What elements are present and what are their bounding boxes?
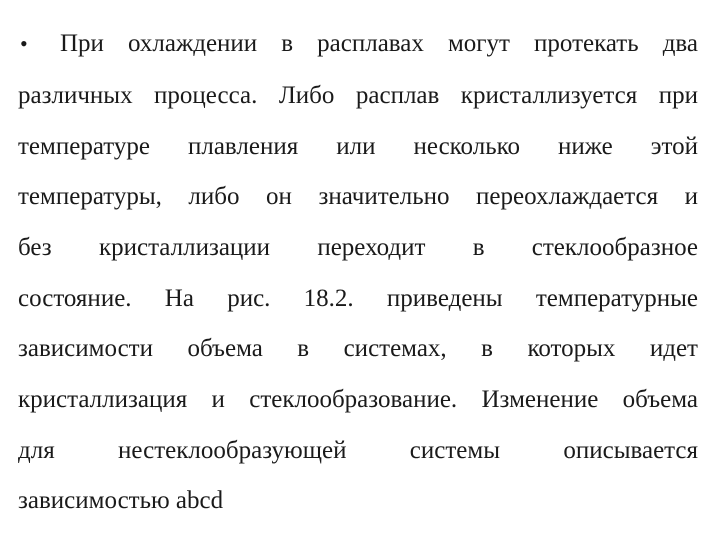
paragraph-line-10: зависимостью abcd bbox=[18, 487, 224, 514]
paragraph-line-2: различных процесса. Либо расплав кристаллизуется при bbox=[18, 82, 698, 109]
bullet-marker: • bbox=[20, 31, 28, 56]
paragraph-line-3: температуре плавления или несколько ниже этой bbox=[18, 133, 698, 160]
paragraph-line-7: зависимости объема в системах, в которых идет bbox=[18, 335, 698, 362]
paragraph-line-9: для нестеклообразующей системы описывается bbox=[18, 437, 698, 464]
paragraph-line-8: кристаллизация и стеклообразование. Изменение объема bbox=[18, 386, 698, 413]
paragraph-line-6: состояние. На рис. 18.2. приведены температурные bbox=[18, 285, 698, 312]
paragraph-line-5: без кристаллизации переходит в стеклообразное bbox=[18, 234, 698, 261]
paragraph-line-4: температуры, либо он значительно переохлаждается и bbox=[18, 183, 698, 210]
paragraph-line-1: При охлаждении в расплавах могут протекать два bbox=[60, 30, 698, 57]
